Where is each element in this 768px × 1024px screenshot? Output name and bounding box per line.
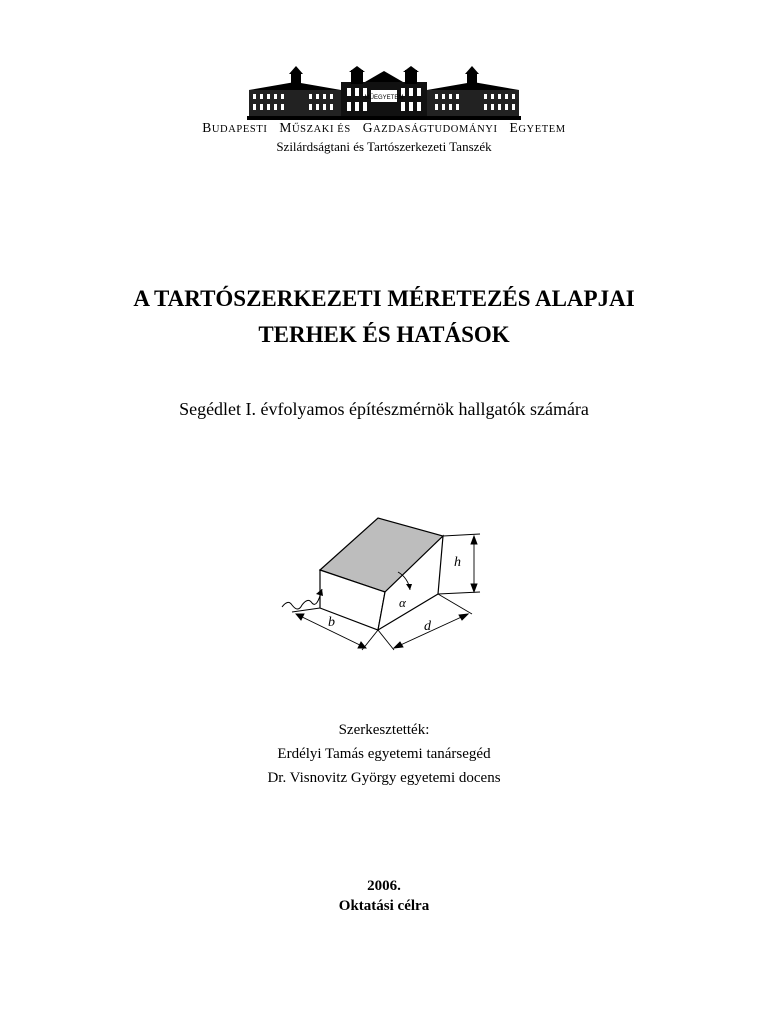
building-block-figure — [278, 510, 498, 660]
angle-label: α — [399, 595, 406, 610]
width-label: b — [328, 615, 335, 630]
height-label: h — [454, 555, 461, 570]
footer — [0, 876, 768, 916]
title-line-1: A TARTÓSZERKEZETI MÉRETEZÉS ALAPJAI — [133, 286, 635, 311]
university-word: EGYETEM — [509, 120, 566, 135]
author-1: Erdélyi Tamás egyetemi tanársegéd — [277, 746, 491, 762]
depth-label: d — [424, 619, 431, 634]
logo-text: MŰEGYETEM — [364, 95, 404, 101]
university-word: MŰSZAKI ÉS — [279, 120, 351, 135]
university-name — [0, 120, 768, 136]
wind-arrow — [282, 589, 322, 609]
university-word: GAZDASÁGTUDOMÁNYI — [362, 120, 498, 135]
department-name: Szilárdságtani és Tartószerkezeti Tanszék — [276, 139, 492, 154]
subtitle: Segédlet I. évfolyamos építészmérnök hallgatók számára — [179, 399, 589, 419]
credits — [0, 718, 768, 790]
author-2: Dr. Visnovitz György egyetemi docens — [267, 770, 501, 786]
publication-year: 2006. — [367, 878, 401, 894]
purpose-note: Oktatási célra — [338, 898, 430, 914]
title-line-2: TERHEK ÉS HATÁSOK — [258, 322, 510, 347]
credits-heading: Szerkesztették: — [338, 722, 430, 738]
university-word: BUDAPESTI — [202, 120, 268, 135]
university-building-logo — [247, 66, 521, 122]
